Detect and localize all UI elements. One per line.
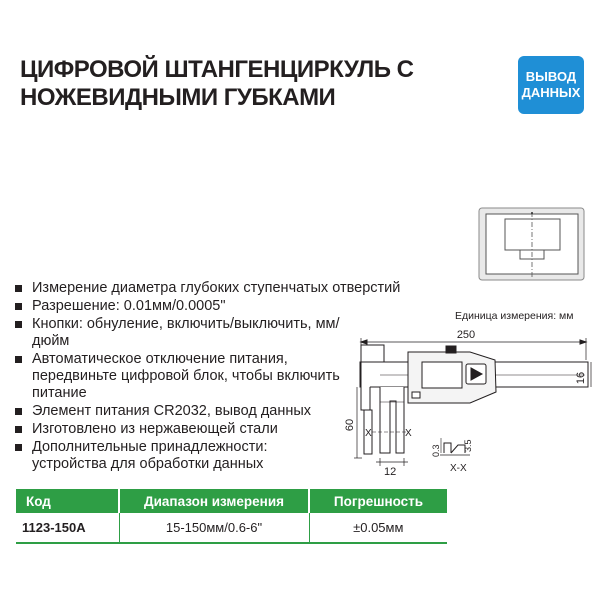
bullet-icon (15, 408, 22, 415)
badge-line-2: ДАННЫХ (521, 85, 581, 100)
dim-length-label: 250 (456, 329, 476, 341)
section-mark-left: X (365, 428, 372, 439)
dim-width-label: 12 (384, 466, 397, 478)
section-mark-right: X (405, 428, 412, 439)
section-xx-label: X-X (450, 463, 467, 474)
badge-line-1: ВЫВОД (525, 69, 577, 84)
bullet-icon (15, 356, 22, 363)
table-row (16, 513, 447, 543)
cell-range: 15-150мм/0.6-6" (119, 513, 309, 543)
title-line-2: НОЖЕВИДНЫМИ ГУБКАМИ (20, 84, 336, 111)
feature-item: Автоматическое отключение питания, передвиньте цифровой блок, чтобы включить питание (14, 351, 342, 402)
column-header-range: Диапазон измерения (119, 489, 309, 513)
dim-tip-depth-label: 3.5 (463, 439, 473, 452)
unit-note: Единица измерения: мм (455, 310, 574, 322)
feature-item: Разрешение: 0.01мм/0.0005" (14, 298, 454, 315)
table-header-row (16, 489, 447, 513)
dim-jaw-label: 60 (344, 418, 356, 432)
feature-list (14, 280, 454, 474)
cell-code: 1123-150A (16, 513, 119, 543)
dim-height-label: 16 (575, 371, 587, 385)
feature-item: Кнопки: обнуление, включить/выключить, мм/дюйм (14, 316, 362, 350)
feature-item: Элемент питания CR2032, вывод данных (14, 403, 454, 420)
bullet-icon (15, 285, 22, 292)
bullet-icon (15, 303, 22, 310)
feature-item: Измерение диаметра глубоких ступенчатых отверстий (14, 280, 454, 297)
column-header-code: Код (16, 489, 119, 513)
dim-tip-label: 0.3 (431, 444, 441, 457)
bullet-icon (15, 321, 22, 328)
bullet-icon (15, 444, 22, 451)
feature-item: Изготовлено из нержавеющей стали (14, 421, 454, 438)
spec-table (16, 489, 447, 544)
bullet-icon (15, 426, 22, 433)
column-header-accuracy: Погрешность (309, 489, 447, 513)
title-line-1: ЦИФРОВОЙ ШТАНГЕНЦИРКУЛЬ С (20, 56, 414, 83)
feature-item: Дополнительные принадлежности: устройства для обработки данных (14, 439, 332, 473)
cell-accuracy: ±0.05мм (309, 513, 447, 543)
stepped-bore-illustration (479, 208, 584, 280)
